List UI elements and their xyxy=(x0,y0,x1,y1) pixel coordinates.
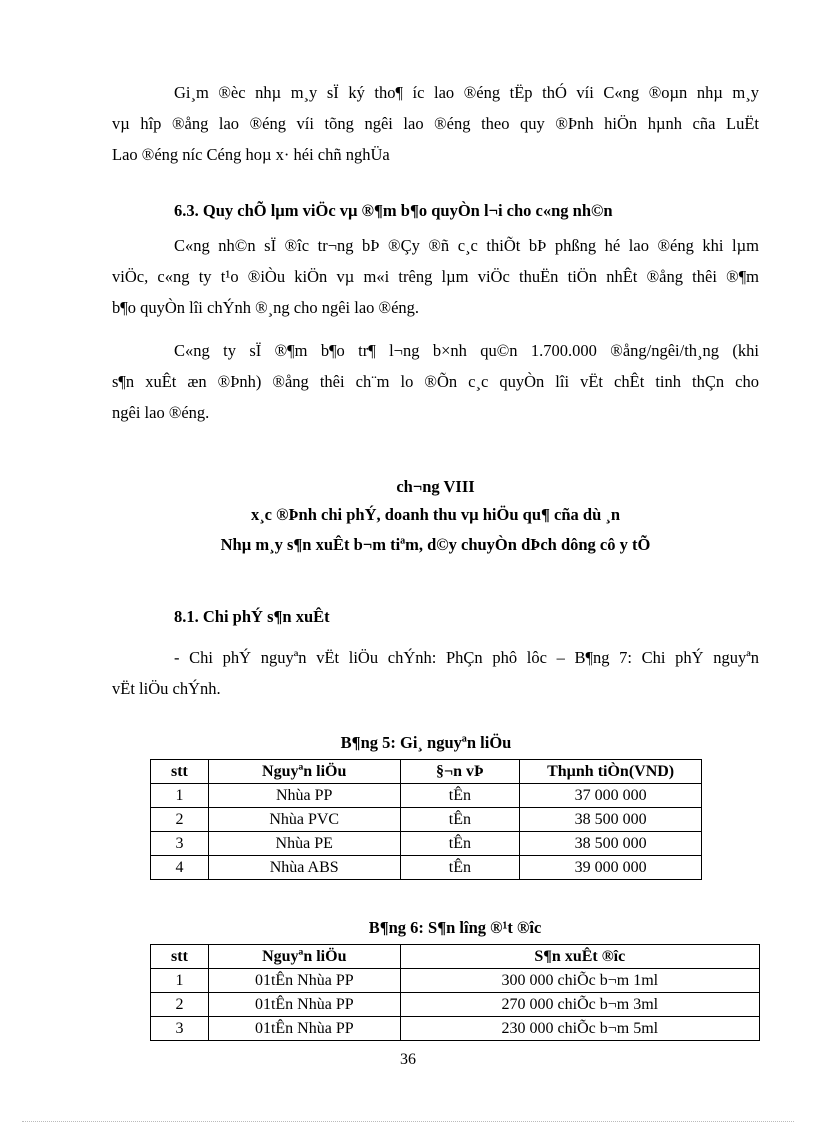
cell: Nhùa PP xyxy=(208,784,400,808)
header-amount: Thµnh tiÒn(VND) xyxy=(520,760,702,784)
table-row xyxy=(151,832,702,856)
paragraph-material-cost xyxy=(112,642,759,704)
cell: Nhùa PE xyxy=(208,832,400,856)
text-line: vËt liÖu chÝnh. xyxy=(112,679,221,698)
table-row xyxy=(151,856,702,880)
table-row xyxy=(151,993,760,1017)
table-header-row xyxy=(151,945,760,969)
text-line: vµ hîp ®ång lao ®éng víi tõng ngêi lao ®éng theo quy ®Þnh hiÖn hµnh cña LuËt xyxy=(112,114,759,133)
page-number: 36 xyxy=(400,1051,416,1068)
text-line: Lao ®éng níc Céng hoµ x· héi chñ nghÜa xyxy=(112,145,390,164)
header-stt: stt xyxy=(151,760,209,784)
section-heading-8-1: 8.1. Chi phÝ s¶n xuÊt xyxy=(174,607,330,626)
cell: 270 000 chiÕc b¬m 3ml xyxy=(400,993,759,1017)
header-material: Nguyªn liÖu xyxy=(208,760,400,784)
cell: tÊn xyxy=(400,808,520,832)
text-line: viÖc, c«ng ty t¹o ®iÒu kiÖn vµ m«i trêng lµm viÖc thuËn tiÖn nhÊt ®ång thêi ®¶m xyxy=(112,267,759,286)
cell: 38 500 000 xyxy=(520,808,702,832)
cell: 37 000 000 xyxy=(520,784,702,808)
header-unit: §¬n vÞ xyxy=(400,760,520,784)
table-row xyxy=(151,808,702,832)
text-line: C«ng nh©n sÏ ®îc tr¬ng bÞ ®Çy ®ñ c¸c thiÕt bÞ phßng hé lao ®éng khi lµm xyxy=(174,236,759,255)
cell: 01tÊn Nhùa PP xyxy=(208,993,400,1017)
cell: 230 000 chiÕc b¬m 5ml xyxy=(400,1017,759,1041)
cell: 38 500 000 xyxy=(520,832,702,856)
header-stt: stt xyxy=(151,945,209,969)
text-line: b¶o quyÒn lîi chÝnh ®¸ng cho ngêi lao ®éng. xyxy=(112,298,420,317)
paragraph-worker-equipment xyxy=(112,230,759,323)
cell: tÊn xyxy=(400,856,520,880)
cell: 3 xyxy=(151,1017,209,1041)
cell: 01tÊn Nhùa PP xyxy=(208,1017,400,1041)
cell: 2 xyxy=(151,808,209,832)
table-material-prices xyxy=(150,759,702,880)
cell: Nhùa PVC xyxy=(208,808,400,832)
header-material: Nguyªn liÖu xyxy=(208,945,400,969)
table-row xyxy=(151,784,702,808)
table-header-row xyxy=(151,760,702,784)
text-line: C«ng ty sÏ ®¶m b¶o tr¶ l¬ng b×nh qu©n 1.700.000 ®ång/ngêi/th¸ng (khi xyxy=(174,341,759,360)
header-output: S¶n xuÊt ®îc xyxy=(400,945,759,969)
cell: 1 xyxy=(151,969,209,993)
cell: 2 xyxy=(151,993,209,1017)
chapter-title-line-1: x¸c ®Þnh chi phÝ, doanh thu vµ hiÖu qu¶ cña dù ¸n xyxy=(250,505,621,524)
table-6-caption: B¶ng 6: S¶n lîng ®¹t ®îc xyxy=(368,918,542,937)
text-line: Gi¸m ®èc nhµ m¸y sÏ ký tho¶ íc lao ®éng tËp thÓ víi C«ng ®oµn nhµ m¸y xyxy=(174,83,759,102)
chapter-number: ch¬ng VIII xyxy=(396,477,475,496)
text-line: - Chi phÝ nguyªn vËt liÖu chÝnh: PhÇn phô lôc – B¶ng 7: Chi phÝ nguyªn xyxy=(174,648,759,667)
cell: 39 000 000 xyxy=(520,856,702,880)
paragraph-labor-agreement xyxy=(112,77,759,170)
cell: 3 xyxy=(151,832,209,856)
cell: Nhùa ABS xyxy=(208,856,400,880)
table-production-output xyxy=(150,944,760,1041)
cell: tÊn xyxy=(400,784,520,808)
text-line: ngêi lao ®éng. xyxy=(112,403,210,422)
table-5-caption: B¶ng 5: Gi¸ nguyªn liÖu xyxy=(340,733,512,752)
text-line: s¶n xuÊt æn ®Þnh) ®ång thêi ch¨m lo ®Õn c¸c quyÒn lîi vËt chÊt tinh thÇn cho xyxy=(112,372,759,391)
table-row xyxy=(151,1017,760,1041)
cell: tÊn xyxy=(400,832,520,856)
paragraph-salary xyxy=(112,335,759,428)
cell: 300 000 chiÕc b¬m 1ml xyxy=(400,969,759,993)
cell: 4 xyxy=(151,856,209,880)
cell: 01tÊn Nhùa PP xyxy=(208,969,400,993)
section-heading-6-3: 6.3. Quy chÕ lµm viÖc vµ ®¶m b¶o quyÒn l¬i cho c«ng nh©n xyxy=(174,201,613,220)
chapter-title-line-2: Nhµ m¸y s¶n xuÊt b¬m tiªm, d©y chuyÒn dÞch dông cô y tÕ xyxy=(220,535,651,554)
cell: 1 xyxy=(151,784,209,808)
table-row xyxy=(151,969,760,993)
page-divider xyxy=(22,1121,794,1122)
